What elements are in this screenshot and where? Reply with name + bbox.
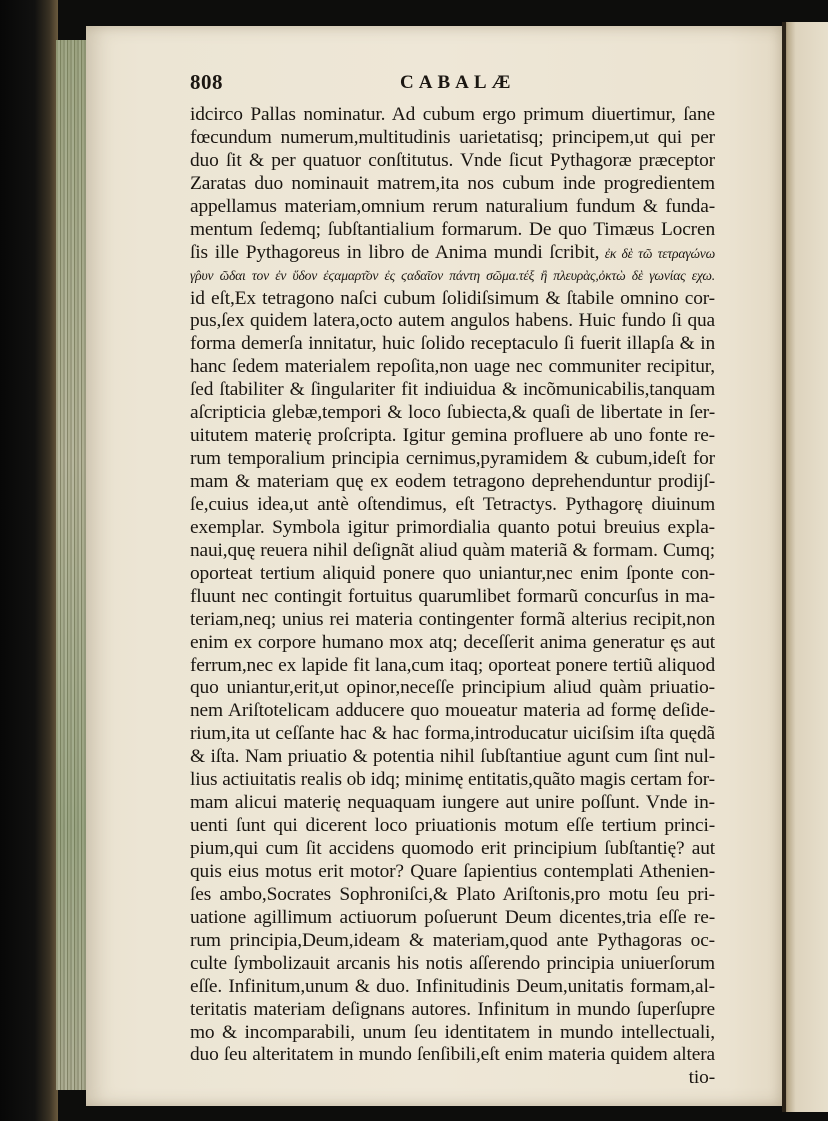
text-line: enim ex corpore humano mox atq; deceſſerit anima generatur ęs aut [190, 631, 715, 653]
page-edges [56, 40, 88, 1090]
text-line: naui,quę reuera nihil deſignãt aliud quàm materiã & formam. Cumq; [190, 539, 715, 561]
text-line: ferrum,nec ex lapide fit lana,cum itaq; oporteat ponere tertiũ aliquod [190, 654, 715, 676]
text-line: teriam,neq; unius rei materia contingenter formã alterius recipit,non [190, 608, 715, 630]
text-line: duo ſit & per quatuor conſtitutus. Vnde ſicut Pythagoræ præceptor [190, 149, 715, 171]
text-line: eſſe. Infinitum,unum & duo. Infinitudinis Deum,unitatis formam,al- [190, 975, 715, 997]
text-line: lius actiuitatis realis ob idq; minimę entitatis,quãto magis certam for- [190, 769, 715, 791]
text-line: fluunt nec contingit fortuitus quarumlibet formarũ concurſus in ma- [190, 585, 715, 607]
page-header [190, 52, 710, 92]
text-line: idcirco Pallas nominatur. Ad cubum ergo primum diuertimur, ſane [190, 104, 715, 125]
text-line: forma demerſa innitatur, huic ſolido receptaculo ſi fuerit illapſa & in [190, 333, 715, 355]
facing-page-edge [782, 22, 828, 1112]
text-line: mo & incomparabili, unum ſeu identitatem in mundo intellectuali, [190, 1021, 715, 1043]
text-line: uenti ſunt qui dicerent loco priuationis motum eſſe tertium princi- [190, 815, 715, 837]
text-line: ſe,cuius idea,ut antè oſtendimus, eſt Tetractys. Pythagorę diuinum [190, 493, 715, 515]
text-line: aſcripticia glebæ,tempori & loco ſubiecta,& quaſi de libertate in ſer- [190, 402, 715, 424]
text-line: mentum ſedemq; ſubſtantialium formarum. De quo Timæus Locren [190, 218, 715, 240]
text-line: pus,ſex quidem latera,octo autem angulos habens. Huic fundo ſi qua [190, 310, 715, 332]
text-line: uatione agillimum actiuorum poſuerunt Deum dicentes,tria eſſe re- [190, 906, 715, 928]
text-line: Zaratas duo nominauit matrem,ita nos cubum inde progredientem [190, 172, 715, 194]
text-line: pium,qui cum ſit accidens quomodo erit principium ſubſtantię? aut [190, 838, 715, 859]
text-line: hanc ſedem materialem repoſita,non uage nec communiter recipitur, [190, 356, 715, 378]
text-line: teritatis materiam deſignans autores. Infinitum in mundo ſuperſupre [190, 998, 715, 1020]
text-line: ſed ſtabiliter & ſingulariter fit indiuidua & incõmunicabilis,tanquam [190, 379, 715, 401]
page-number: 808 [190, 70, 223, 94]
text-line: ſes ambo,Socrates Sophroniſci,& Plato Ariſtonis,pro motu ſeu pri- [190, 883, 715, 905]
text-line: rum temporalium principia cernimus,pyramidem & cubum,ideſt for [190, 448, 715, 470]
greek-text-line: γ̂ρυν ῶδαι τον ἐν ὕδον ἐϛαμαρτ͂ον ἐς ϛαδαῖον πάντη σῶμα.τέξ ἢ πλευρὰς,ὀκτὼ δὲ γωνίας εχω. [190, 267, 715, 283]
text-line: id eſt,Ex tetragono naſci cubum ſolidiſsimum & ſtabile omnino cor- [190, 287, 715, 309]
text-fragment: ſis ille Pythagoreus in libro de Anima mundi ſcribit, [190, 241, 600, 263]
text-line: culte ſymbolizauit arcanis his notis aſſerendo principia uniuerſorum [190, 952, 715, 974]
book-spine [0, 0, 58, 1121]
text-line: quo uniantur,erit,ut opinor,neceſſe principium aliud quàm priuatio- [190, 677, 715, 699]
text-line: oporteat tertium aliquid ponere quo uniantur,nec enim ſponte con- [190, 562, 715, 584]
text-line: mam alicui materię nequaquam iungere aut unire poſſunt. Vnde in- [190, 792, 715, 814]
text-line: quis eius motus erit motor? Quare ſapientius contemplati Athenien- [190, 860, 715, 882]
text-line: mam & materiam quę ex eodem tetragono deprehenduntur prodijſ- [190, 471, 715, 492]
text-line: fœcundum numerum,multitudinis uarietatisq; principem,ut qui per [190, 126, 715, 148]
text-line: uitutem materię proſcripta. Igitur gemina profluere ab uno fonte re- [190, 425, 715, 447]
text-line [190, 242, 715, 265]
text-line: nem Ariſtotelicam adducere quo moueatur materia ad formę deſide- [190, 700, 715, 722]
text-line: rium,ita ut ceſſante hac & hac forma,introducatur uiciſsim iſta quędã [190, 723, 715, 745]
running-head: CABALÆ [400, 72, 516, 93]
body-text [190, 104, 715, 1090]
greek-inline-quote: ἐκ δὲ τῶ τετραγώνω [599, 245, 715, 261]
text-line: rum principia,Deum,ideam & materiam,quod ante Pythagoras oc- [190, 929, 715, 951]
text-line: appellamus materiam,omnium rerum naturalium fundum & funda- [190, 195, 715, 217]
text-line: tio- [688, 1067, 715, 1089]
text-line: exemplar. Symbola igitur primordialia quanto potui breuius expla- [190, 516, 715, 538]
text-line: & iſta. Nam priuatio & potentia nihil ſubſtantiue agunt cum ſint nul- [190, 746, 715, 768]
text-line: duo ſeu alteritatem in mundo ſenſibili,eſt enim materia quidem altera [190, 1044, 715, 1066]
